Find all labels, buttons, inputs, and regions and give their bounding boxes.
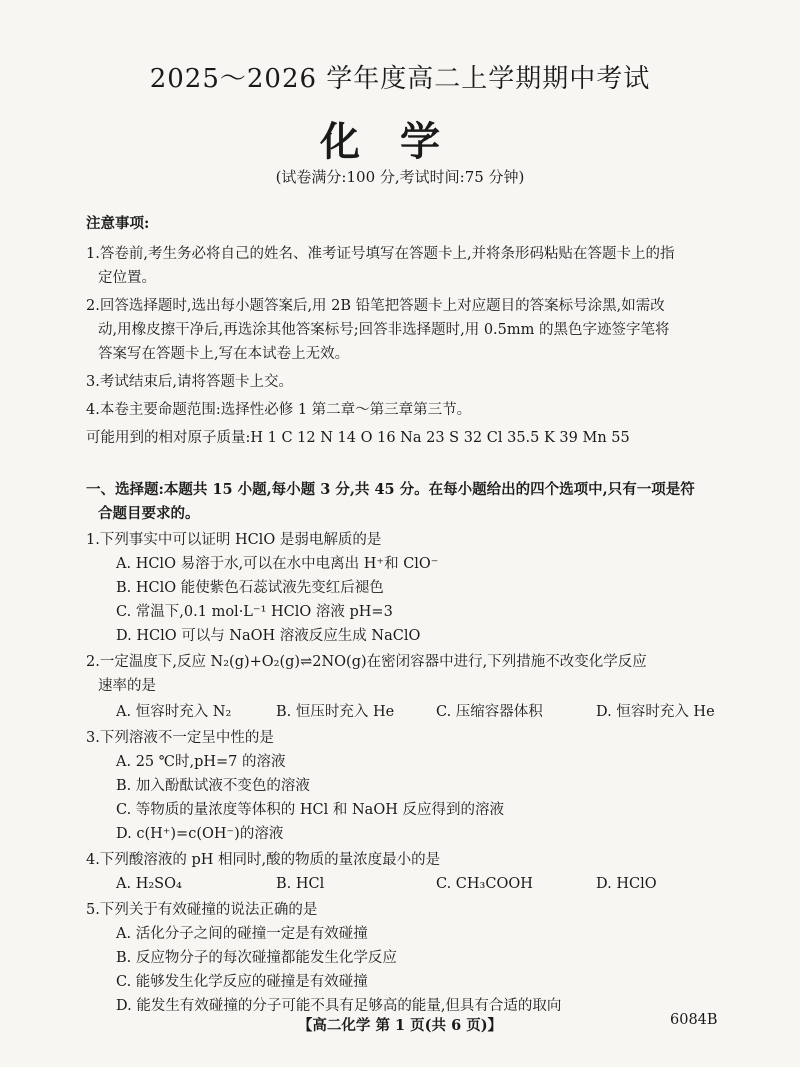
score-info: (试卷满分:100 分,考试时间:75 分钟) bbox=[275, 168, 525, 186]
question-4-option-c: C. CH₃COOH bbox=[436, 876, 533, 892]
question-2-option-c: C. 压缩容器体积 bbox=[436, 704, 543, 720]
notes-section bbox=[86, 212, 736, 450]
question-1-option-a: A. HClO 易溶于水,可以在水中电离出 H⁺和 ClO⁻ bbox=[116, 556, 439, 572]
note-3: 3.考试结束后,请将答题卡上交。 bbox=[86, 374, 293, 390]
question-3-option-d: D. c(H⁺)=c(OH⁻)的溶液 bbox=[116, 826, 284, 842]
question-2-option-b: B. 恒压时充入 He bbox=[276, 704, 395, 720]
note-2-line-1: 2.回答选择题时,选出每小题答案后,用 2B 铅笔把答题卡上对应题目的答案标号涂黑,如需改 bbox=[86, 298, 665, 314]
question-3 bbox=[86, 726, 736, 846]
question-4 bbox=[86, 848, 736, 896]
subject-title: 化学 bbox=[320, 118, 480, 165]
page-footer: 【高二化学 第 1 页(共 6 页)】 bbox=[297, 1017, 503, 1034]
question-5-option-d: D. 能发生有效碰撞的分子可能不具有足够高的能量,但具有合适的取向 bbox=[116, 998, 562, 1014]
question-1-option-d: D. HClO 可以与 NaOH 溶液反应生成 NaClO bbox=[116, 628, 421, 644]
question-3-option-c: C. 等物质的量浓度等体积的 HCl 和 NaOH 反应得到的溶液 bbox=[116, 802, 504, 818]
question-2-option-d: D. 恒容时充入 He bbox=[596, 704, 715, 720]
note-1-line-2: 定位置。 bbox=[98, 270, 156, 286]
question-3-option-b: B. 加入酚酞试液不变色的溶液 bbox=[116, 778, 310, 794]
note-2-line-3: 答案写在答题卡上,写在本试卷上无效。 bbox=[98, 346, 350, 362]
exam-title: 2025～2026 学年度高二上学期期中考试 bbox=[149, 64, 651, 94]
atomic-masses: 可能用到的相对原子质量:H 1 C 12 N 14 O 16 Na 23 S 32 Cl 35.5 K 39 Mn 55 bbox=[86, 430, 630, 446]
question-5 bbox=[86, 898, 736, 1018]
note-1-line-1: 1.答卷前,考生务必将自己的姓名、准考证号填写在答题卡上,并将条形码粘贴在答题卡上的指 bbox=[86, 246, 675, 262]
note-4: 4.本卷主要命题范围:选择性必修 1 第二章～第三章第三节。 bbox=[86, 402, 472, 418]
question-4-options bbox=[86, 872, 736, 896]
notes-heading: 注意事项: bbox=[86, 215, 150, 232]
section-1 bbox=[86, 478, 736, 1018]
section-1-heading-line-2: 合题目要求的。 bbox=[98, 505, 200, 522]
question-4-option-b: B. HCl bbox=[276, 876, 325, 892]
question-4-option-d: D. HClO bbox=[596, 876, 657, 892]
question-1-stem: 1.下列事实中可以证明 HClO 是弱电解质的是 bbox=[86, 532, 382, 548]
question-2-option-a: A. 恒容时充入 N₂ bbox=[116, 704, 232, 720]
question-1 bbox=[86, 528, 736, 648]
note-2-line-2: 动,用橡皮擦干净后,再选涂其他答案标号;回答非选择题时,用 0.5mm 的黑色字迹签字笔将 bbox=[98, 322, 670, 338]
question-2-options bbox=[86, 700, 736, 724]
question-2 bbox=[86, 650, 736, 724]
question-3-option-a: A. 25 ℃时,pH=7 的溶液 bbox=[116, 754, 286, 770]
question-3-stem: 3.下列溶液不一定呈中性的是 bbox=[86, 730, 274, 746]
question-2-stem-line-2: 速率的是 bbox=[98, 678, 156, 694]
question-5-option-a: A. 活化分子之间的碰撞一定是有效碰撞 bbox=[116, 926, 368, 942]
question-4-stem: 4.下列酸溶液的 pH 相同时,酸的物质的量浓度最小的是 bbox=[86, 852, 441, 868]
question-5-option-c: C. 能够发生化学反应的碰撞是有效碰撞 bbox=[116, 974, 368, 990]
section-1-heading-line-1: 一、选择题:本题共 15 小题,每小题 3 分,共 45 分。在每小题给出的四个选项中,只有一项是符 bbox=[86, 481, 695, 498]
question-2-stem-line-1: 2.一定温度下,反应 N₂(g)+O₂(g)⇌2NO(g)在密闭容器中进行,下列措施不改变化学反应 bbox=[86, 654, 647, 670]
question-1-option-b: B. HClO 能使紫色石蕊试液先变红后褪色 bbox=[116, 580, 384, 596]
question-4-option-a: A. H₂SO₄ bbox=[116, 876, 182, 892]
question-1-option-c: C. 常温下,0.1 mol·L⁻¹ HClO 溶液 pH=3 bbox=[116, 604, 393, 620]
paper-code: 6084B bbox=[670, 1012, 718, 1028]
question-5-stem: 5.下列关于有效碰撞的说法正确的是 bbox=[86, 902, 318, 918]
question-5-option-b: B. 反应物分子的每次碰撞都能发生化学反应 bbox=[116, 950, 397, 966]
